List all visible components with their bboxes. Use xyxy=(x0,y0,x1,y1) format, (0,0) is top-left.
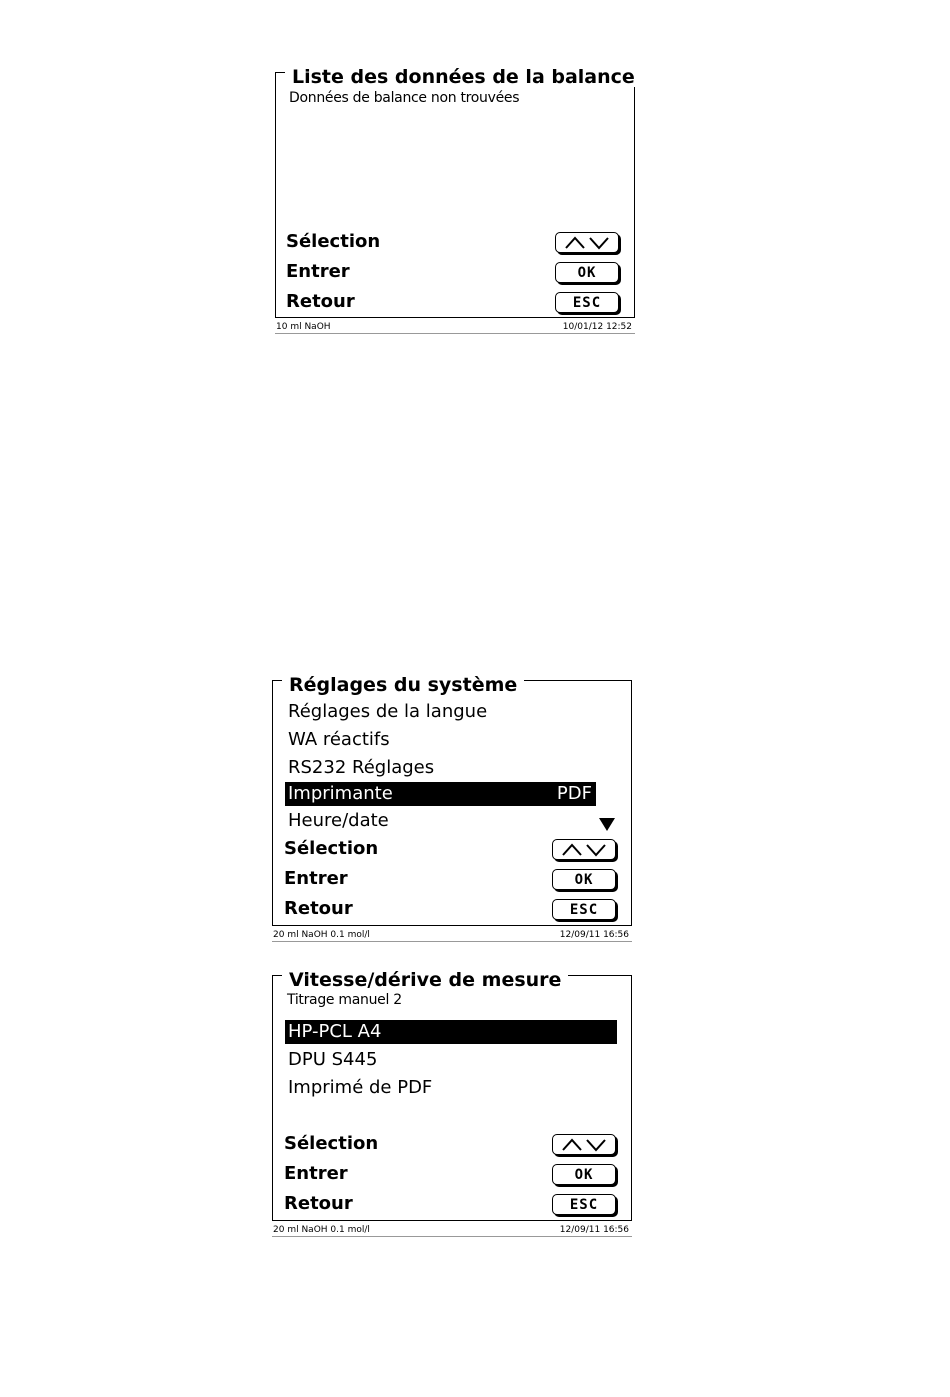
status-divider xyxy=(272,941,632,942)
up-down-arrows-icon xyxy=(561,843,607,857)
menu-item-rs232[interactable] xyxy=(285,756,595,780)
selection-label: Sélection xyxy=(284,838,379,859)
printer-option-dpu-s445[interactable] xyxy=(285,1048,617,1072)
printer-option-label: DPU S445 xyxy=(288,1049,378,1070)
esc-key[interactable]: ESC xyxy=(552,1194,616,1215)
up-down-key[interactable] xyxy=(552,839,616,860)
menu-item-label: WA réactifs xyxy=(288,729,390,750)
screen-subtitle: Titrage manuel 2 xyxy=(287,992,402,1008)
triangle-down-icon xyxy=(599,818,615,831)
enter-label: Entrer xyxy=(284,1163,348,1184)
ok-key[interactable]: OK xyxy=(552,1164,616,1185)
status-method: 20 ml NaOH 0.1 mol/l xyxy=(273,930,370,940)
printer-option-pdf[interactable] xyxy=(285,1076,617,1100)
menu-item-label: Imprimante xyxy=(288,783,393,804)
selection-label: Sélection xyxy=(284,1133,379,1154)
back-label: Retour xyxy=(284,1193,353,1214)
esc-key[interactable]: ESC xyxy=(552,899,616,920)
menu-item-label: RS232 Réglages xyxy=(288,757,435,778)
menu-item-time-date[interactable] xyxy=(285,809,595,833)
esc-key[interactable]: ESC xyxy=(555,292,619,313)
menu-item-language[interactable] xyxy=(285,700,595,724)
ok-key[interactable]: OK xyxy=(555,262,619,283)
status-method: 10 ml NaOH xyxy=(276,322,331,332)
printer-option-label: Imprimé de PDF xyxy=(288,1077,433,1098)
up-down-arrows-icon xyxy=(561,1138,607,1152)
status-method: 20 ml NaOH 0.1 mol/l xyxy=(273,1225,370,1235)
ok-key[interactable]: OK xyxy=(552,869,616,890)
screen-title: Liste des données de la balance xyxy=(285,67,642,87)
selection-label: Sélection xyxy=(286,231,381,252)
up-down-key[interactable] xyxy=(552,1134,616,1155)
screen-system-settings xyxy=(272,674,632,945)
printer-value: PDF xyxy=(556,783,592,804)
back-label: Retour xyxy=(286,291,355,312)
up-down-key[interactable] xyxy=(555,232,619,253)
up-down-arrows-icon xyxy=(564,236,610,250)
menu-item-label: Réglages de la langue xyxy=(288,701,488,722)
status-message: Données de balance non trouvées xyxy=(289,90,520,106)
status-datetime: 12/09/11 16:56 xyxy=(559,1225,629,1235)
status-datetime: 12/09/11 16:56 xyxy=(559,930,629,940)
screen-title: Vitesse/dérive de mesure xyxy=(282,970,568,990)
printer-option-label: HP-PCL A4 xyxy=(288,1021,382,1042)
menu-item-reagents[interactable] xyxy=(285,728,595,752)
screen-printer-selection xyxy=(272,969,632,1240)
back-label: Retour xyxy=(284,898,353,919)
screen-title: Réglages du système xyxy=(282,675,524,695)
menu-item-printer[interactable] xyxy=(285,782,596,806)
status-divider xyxy=(272,1236,632,1237)
status-divider xyxy=(275,333,635,334)
status-datetime: 10/01/12 12:52 xyxy=(562,322,632,332)
printer-option-hp-pcl-a4[interactable] xyxy=(285,1020,617,1044)
enter-label: Entrer xyxy=(286,261,350,282)
enter-label: Entrer xyxy=(284,868,348,889)
screen-balance-data-list xyxy=(275,66,635,337)
menu-item-label: Heure/date xyxy=(288,810,389,831)
